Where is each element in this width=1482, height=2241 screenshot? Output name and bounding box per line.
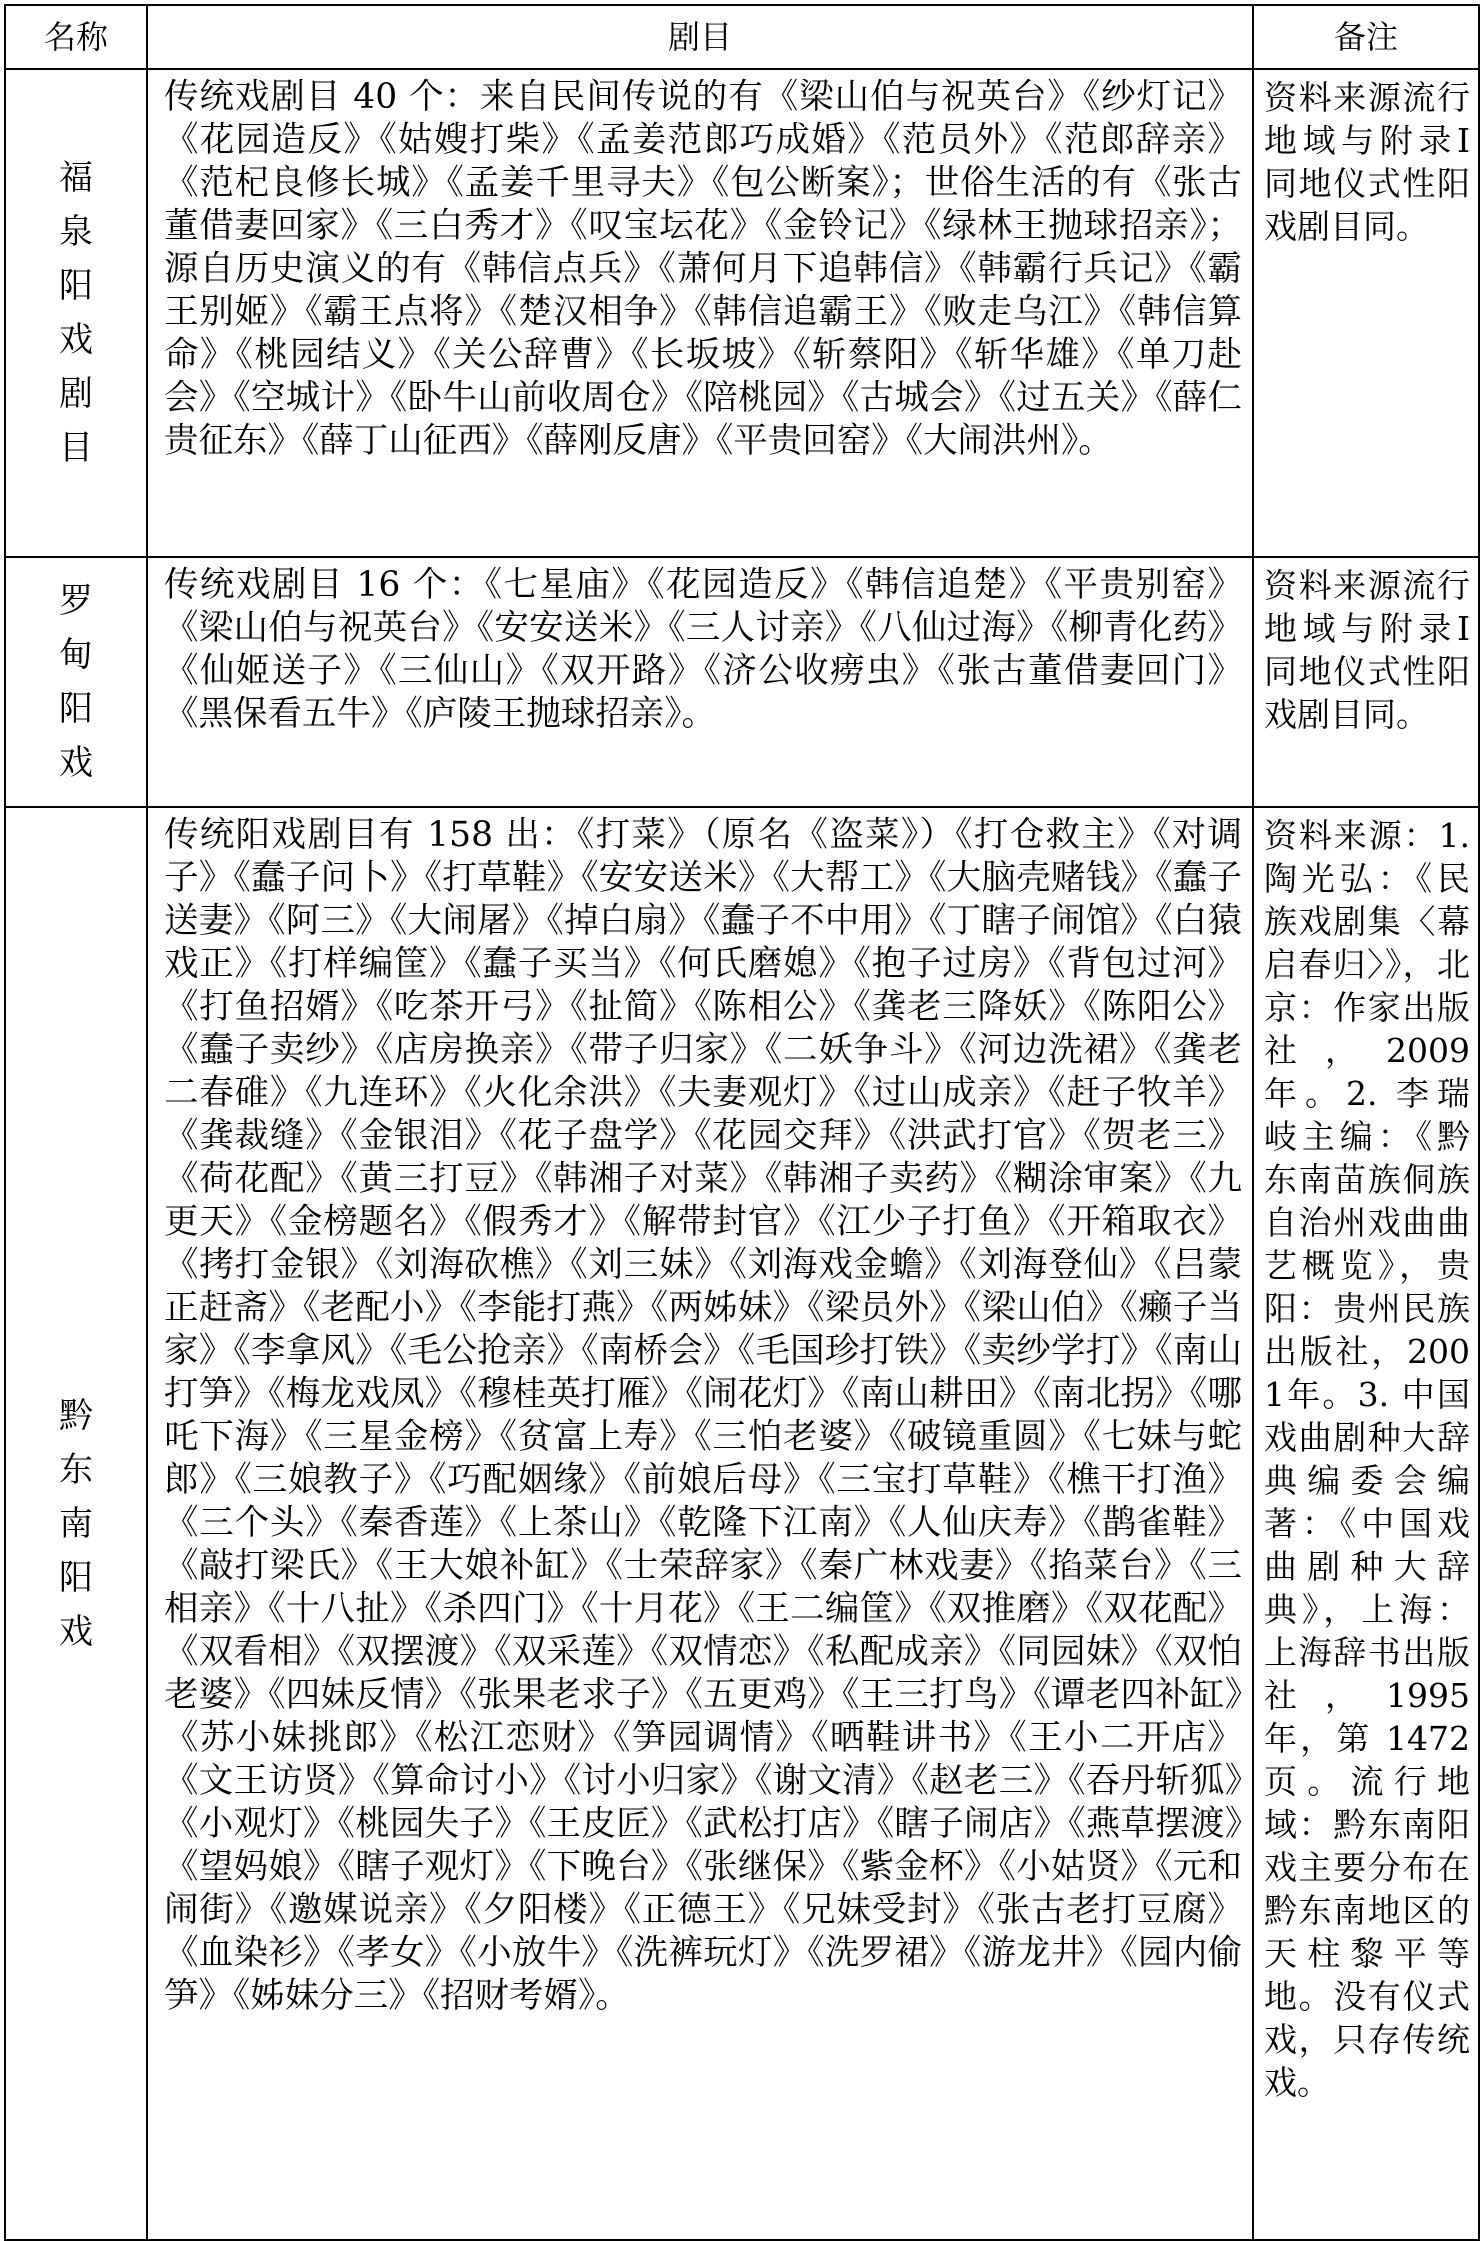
table-row: [5, 807, 1479, 2240]
row-name: 福泉阳戏剧目: [59, 158, 93, 468]
header-row: [5, 5, 1479, 69]
row-note: 资料来源流行地域与附录Ⅰ同地仪式性阳戏剧目同。: [1264, 566, 1470, 734]
row-note-cell: [1253, 557, 1479, 807]
header-name: 名称: [5, 5, 147, 69]
row-content: 传统阳戏剧目有 158 出：《打菜》（原名《盗菜》）《打仓救主》《对调子》《蠢子问卜》《打草鞋》《安安送米》《大帮工》《大脑壳赌钱》《蠢子送妻》《阿三》《大闹屠》《掉白扇》《蠢子不中用》《丁瞎子闹馆》《白猿戏正》《打样编筐》《蠢子买当》《何氏磨媳》《抱子过房》《背包过河》《打鱼招婿》《吃茶开弓》《扯简》《陈相公》《龚老三降妖》《陈阳公》《蠢子卖纱》《店房换亲》《带子归家》《二妖争斗》《河边洗裙》《龚老二春碓》《九连环》《火化余洪》《夫妻观灯》《过山成亲》《赶子牧羊》《龚裁缝》《金银泪》《花子盘学》《花园交拜》《洪武打官》《贺老三》《荷花配》《黄三打豆》《韩湘子对菜》《韩湘子卖药》《糊涂审案》《九更天》《金榜题名》《假秀才》《解带封官》《江少子打鱼》《开箱取衣》《拷打金银》《刘海砍樵》《刘三妹》《刘海戏金蟾》《刘海登仙》《吕蒙正赶斋》《老配小》《李能打燕》《两姊妹》《梁员外》《梁山伯》《癞子当家》《李拿风》《毛公抢亲》《南桥会》《毛国珍打铁》《卖纱学打》《南山打笋》《梅龙戏凤》《穆桂英打雁》《闹花灯》《南山耕田》《南北拐》《哪吒下海》《三星金榜》《贫富上寿》《三怕老婆》《破镜重圆》《七妹与蛇郎》《三娘教子》《巧配姻缘》《前娘后母》《三宝打草鞋》《樵干打渔》《三个头》《秦香莲》《上茶山》《乾隆下江南》《人仙庆寿》《鹊雀鞋》《敲打梁氏》《王大娘补缸》《士荣辞家》《秦广林戏妻》《掐菜台》《三相亲》《十八扯》《杀四门》《十月花》《王二编筐》《双推磨》《双花配》《双看相》《双摆渡》《双采莲》《双情恋》《私配成亲》《同园妹》《双怕老婆》《四妹反情》《张果老求子》《五更鸡》《王三打鸟》《谭老四补缸》《苏小妹挑郎》《松江恋财》《笋园调情》《晒鞋讲书》《王小二开店》《文王访贤》《算命讨小》《讨小归家》《谢文清》《赵老三》《吞丹斩狐》《小观灯》《桃园失子》《王皮匠》《武松打店》《瞎子闹店》《燕草摆渡》《望妈娘》《瞎子观灯》《下晚台》《张继保》《紫金杯》《小姑贤》《元和闹街》《邀媒说亲》《夕阳楼》《正德王》《兄妹受封》《张古老打豆腐》《血染衫》《孝女》《小放牛》《洗裤玩灯》《洗罗裙》《游龙井》《园内偷笋》《姊妹分三》《招财考婿》。: [164, 815, 1242, 2016]
header-repertoire: 剧目: [147, 5, 1253, 69]
row-note-cell: [1253, 69, 1479, 557]
row-note: 资料来源：1. 陶光弘：《民族戏剧集〈幕启春归〉》，北京：作家出版社，2009年。2. 李瑞岐主编：《黔东南苗族侗族自治州戏曲曲艺概览》，贵阳：贵州民族出版社，2001年。3. 中国戏曲剧种大辞典编委会编著：《中国戏曲剧种大辞典》，上海：上海辞书出版社，1995 年，第 1472 页。流行地域：黔东南阳戏主要分布在黔东南地区的天柱黎平等地。没有仪式戏，只存传统戏。: [1264, 816, 1470, 2102]
row-content-cell: [147, 557, 1253, 807]
row-content: 传统戏剧目 16 个：《七星庙》《花园造反》《韩信追楚》《平贵别窑》《梁山伯与祝英台》《安安送米》《三人讨亲》《八仙过海》《柳青化药》《仙姬送子》《三仙山》《双开路》《济公收痨虫》《张古董借妻回门》《黑保看五牛》《庐陵王抛球招亲》。: [164, 565, 1242, 734]
row-name-cell: [5, 807, 147, 2240]
row-name: 黔东南阳戏: [59, 1395, 93, 1652]
row-name: 罗甸阳戏: [59, 581, 93, 783]
row-name-cell: [5, 557, 147, 807]
row-name-cell: [5, 69, 147, 557]
table-row: [5, 69, 1479, 557]
row-note: 资料来源流行地域与附录Ⅰ同地仪式性阳戏剧目同。: [1264, 78, 1470, 246]
row-note-cell: [1253, 807, 1479, 2240]
row-content: 传统戏剧目 40 个：来自民间传说的有《梁山伯与祝英台》《纱灯记》《花园造反》《姑嫂打柴》《孟姜范郎巧成婚》《范员外》《范郎辞亲》《范杞良修长城》《孟姜千里寻夫》《包公断案》；世俗生活的有《张古董借妻回家》《三白秀才》《叹宝坛花》《金铃记》《绿林王抛球招亲》；源自历史演义的有《韩信点兵》《萧何月下追韩信》《韩霸行兵记》《霸王别姬》《霸王点将》《楚汉相争》《韩信追霸王》《败走乌江》《韩信算命》《桃园结义》《关公辞曹》《长坂坡》《斩蔡阳》《斩华雄》《单刀赴会》《空城计》《卧牛山前收周仓》《陪桃园》《古城会》《过五关》《薛仁贵征东》《薛丁山征西》《薛刚反唐》《平贵回窑》《大闹洪州》。: [164, 77, 1242, 461]
header-note: 备注: [1253, 5, 1479, 69]
row-content-cell: [147, 807, 1253, 2240]
row-content-cell: [147, 69, 1253, 557]
table-row: [5, 557, 1479, 807]
repertoire-table: [4, 4, 1480, 2241]
